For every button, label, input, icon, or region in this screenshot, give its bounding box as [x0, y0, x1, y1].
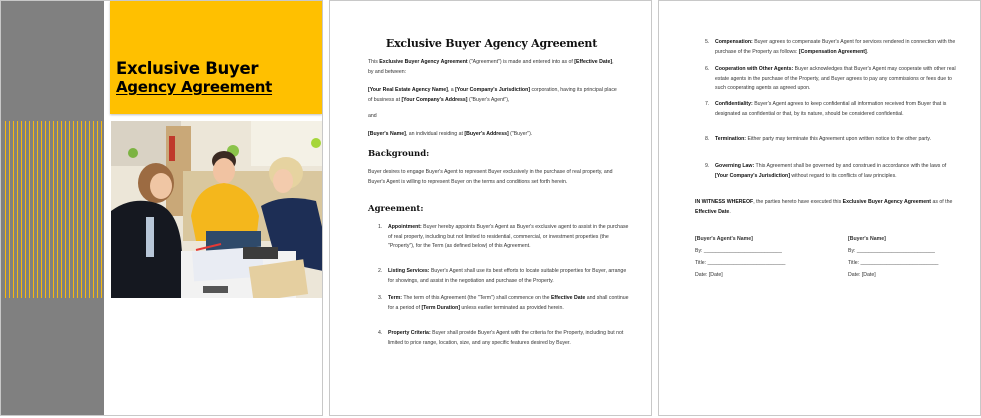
buyer-name-placeholder: [Buyer's Name] [848, 236, 886, 242]
agency-name-placeholder: [Your Real Estate Agency Name] [368, 87, 448, 93]
signature-date-line[interactable]: Date: [Date] [695, 272, 723, 278]
list-item-text: Buyer shall provide Buyer's Agent with the criteria for the Property, including but not limited to price range, location, size, and any specific features desired by Buyer. [388, 330, 624, 346]
intro-text: , by and between: [368, 59, 614, 75]
list-item-text: Either party may terminate this Agreement upon written notice to the other party. [746, 136, 932, 142]
document-page-3[interactable] [658, 0, 981, 416]
signature-by-line[interactable]: By: ___________________________ [848, 248, 935, 254]
term-duration-placeholder: [Term Duration] [421, 304, 460, 311]
compensation-placeholder: [Compensation Agreement] [798, 48, 867, 55]
list-item-text: Buyer's Agent agrees to keep confidential all information received from Buyer that is designated as confidential or that, by its nature, should be considered confidential. [715, 101, 947, 117]
party2-text: ("Buyer"). [508, 131, 533, 137]
cover-stripe-pattern [5, 121, 102, 298]
witness-text: . [729, 208, 731, 215]
jurisdiction-placeholder: [Your Company's Jurisdiction] [455, 87, 530, 93]
list-number: 5. [705, 39, 710, 45]
buyer-address-placeholder: [Buyer's Address] [464, 131, 509, 137]
list-item-text: Buyer agrees to compensate Buyer's Agent for services rendered in connection with the purchase of the Property as follows: [715, 39, 956, 55]
company-address-placeholder: [Your Company's Address] [401, 96, 468, 103]
party1-text: , a [447, 87, 456, 93]
list-item-text: Buyer's Agent shall use its best efforts to locate suitable properties for Buyer, arrange for showings, and assist in the negotiation and purchase of the Property. [388, 268, 627, 284]
party1-text: corporation, having its principal place of business at [368, 87, 617, 103]
list-item-label: Confidentiality: [715, 101, 753, 107]
party2-text: , an individual residing at [405, 131, 465, 137]
witness-agreement-name: Exclusive Buyer Agency Agreement [842, 199, 932, 205]
witness-text: , the parties hereto have executed this [753, 199, 843, 205]
signature-block-agent [695, 233, 785, 281]
list-item-label: Termination: [715, 136, 747, 142]
list-item-label: Listing Services: [388, 268, 430, 274]
cover-title [116, 59, 272, 97]
list-number: 8. [705, 136, 710, 142]
cover-title-box [110, 1, 322, 114]
cover-title-line1: Exclusive Buyer [116, 59, 259, 78]
list-number: 4. [378, 330, 383, 336]
intro-text: This [368, 59, 380, 65]
list-item-label: Compensation: [715, 39, 753, 45]
signature-date-line[interactable]: Date: [Date] [848, 272, 876, 278]
list-item-label: Term: [388, 295, 403, 301]
witness-text: as of the [931, 199, 953, 205]
list-item-text: without regard to its conflicts of law principles. [789, 172, 897, 179]
and-text: and [368, 113, 377, 119]
background-heading: Background: [368, 149, 430, 159]
witness-paragraph [695, 198, 955, 217]
list-item-text: This Agreement shall be governed by and construed in accordance with the laws of [754, 163, 947, 169]
background-paragraph: Buyer desires to engage Buyer's Agent to represent Buyer exclusively in the purchase of real property, and Buyer's Agent is willing to represent Buyer on the terms and conditions set forth herein. [368, 169, 613, 185]
effective-date-ref: Effective Date [550, 295, 586, 301]
list-number: 6. [705, 66, 710, 72]
list-number: 1. [378, 224, 383, 230]
list-item-text: Buyer acknowledges that Buyer's Agent may cooperate with other real estate agents in the purchase of the Property, and Buyer agrees to pay any commissions or fees due to such cooperating agents as agreed upon. [715, 66, 956, 92]
buyer-name-placeholder: [Buyer's Name] [368, 131, 406, 137]
agent-name-placeholder: [Buyer's Agent's Name] [695, 236, 753, 242]
list-number: 2. [378, 268, 383, 274]
list-number: 9. [705, 163, 710, 169]
signature-by-line[interactable]: By: ___________________________ [695, 248, 782, 254]
party1-text: ("Buyer's Agent"), [467, 96, 510, 103]
witness-effective-date: Effective Date [695, 208, 730, 215]
list-number: 7. [705, 101, 710, 107]
list-item-label: Property Criteria: [388, 330, 431, 336]
signature-block-buyer [848, 233, 938, 281]
meeting-photo-illustration [111, 121, 323, 298]
list-item-text: unless earlier terminated as provided herein. [459, 304, 564, 311]
cover-photo [111, 121, 323, 298]
party2-paragraph [368, 130, 618, 140]
intro-agreement-name: Exclusive Buyer Agency Agreement [379, 59, 468, 65]
intro-text: ("Agreement") is made and entered into as of [467, 59, 575, 65]
list-item-label: Cooperation with Other Agents: [715, 66, 794, 72]
cover-page[interactable] [0, 0, 323, 416]
cover-title-line2: Agency Agreement [116, 78, 273, 96]
signature-title-line[interactable]: Title: ___________________________ [695, 260, 786, 266]
document-title: Exclusive Buyer Agency Agreement [385, 37, 598, 50]
intro-effective-date: [Effective Date] [574, 59, 613, 65]
list-item-text: and shall continue for a period of [388, 295, 629, 311]
witness-heading: IN WITNESS WHEREOF [695, 199, 754, 205]
document-page-2[interactable] [329, 0, 652, 416]
list-item-text: Buyer hereby appoints Buyer's Agent as Buyer's exclusive agent to assist in the purchase of real property, including but not limited to residential, commercial, or investment properties (the "Property"), for the Term (as defined below) of this Agreement. [388, 224, 629, 250]
signature-title-line[interactable]: Title: ___________________________ [848, 260, 939, 266]
list-item-text: . [866, 48, 869, 55]
list-item-label: Appointment: [388, 224, 422, 230]
party1-paragraph [368, 86, 618, 105]
list-item-label: Governing Law: [715, 163, 755, 169]
jurisdiction-placeholder: [Your Company's Jurisdiction] [715, 172, 790, 179]
list-number: 3. [378, 295, 383, 301]
list-item-text: The term of this Agreement (the "Term") shall commence on the [402, 295, 551, 301]
agreement-heading: Agreement: [368, 204, 424, 214]
intro-paragraph [368, 58, 618, 77]
